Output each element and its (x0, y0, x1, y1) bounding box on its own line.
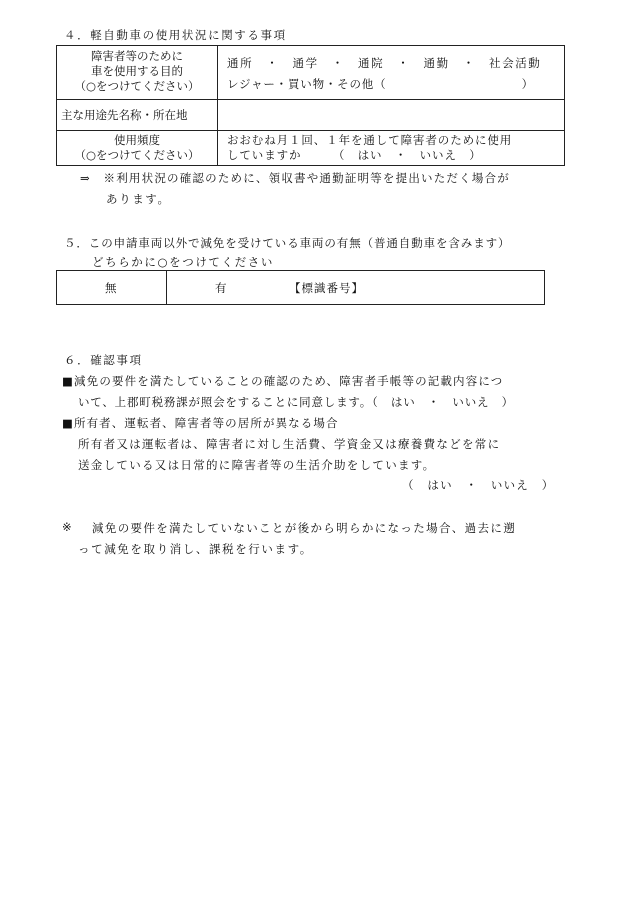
consent-line1: ■減免の要件を満たしていることの確認のため、障害者手帳等の記載内容につ (62, 374, 504, 388)
section5-heading: ５．この申請車両以外で減免を受けている車両の有無（普通自動車を含みます） (64, 236, 511, 250)
section5-instruction: どちらかに○をつけてください (92, 255, 274, 269)
plate-number-label: 【標識番号】 (289, 281, 364, 295)
footer-note-line2: って減免を取り消し、課税を行います。 (78, 542, 313, 556)
frequency-text-line1: おおむね月１回、１年を通して障害者のために使用 (227, 133, 513, 147)
footer-note-mark: ※ (62, 520, 72, 534)
purpose-options-line1[interactable]: 通所 ・ 通学 ・ 通院 ・ 通勤 ・ 社会活動 (227, 56, 542, 70)
residence-line2: 送金している又は日常的に障害者等の生活介助をしています。 (78, 458, 436, 472)
section4-heading: ４．軽自動車の使用状況に関する事項 (64, 28, 287, 42)
section6-heading: ６．確認事項 (64, 353, 143, 367)
option-yes[interactable]: 有 (215, 281, 227, 295)
consent-answer[interactable]: いて、上郡町税務課が照会をすることに同意します。（ はい ・ いいえ ） (78, 395, 514, 409)
residence-answer[interactable]: （ はい ・ いいえ ） (402, 478, 555, 492)
option-none[interactable]: 無 (105, 281, 117, 295)
location-label: 主な用途先名称・所在地 (61, 108, 188, 122)
frequency-answer[interactable]: していますか （ はい ・ いいえ ） (227, 148, 482, 162)
footer-note-line1: 減免の要件を満たしていないことが後から明らかになった場合、過去に遡 (92, 521, 517, 535)
usage-table (56, 45, 565, 166)
other-vehicle-table (56, 270, 545, 305)
residence-heading: ■所有者、運転者、障害者等の居所が異なる場合 (62, 416, 339, 430)
usage-note-cont: あります。 (106, 192, 171, 206)
purpose-options-line2[interactable]: レジャー・買い物・その他（ ） (227, 77, 534, 91)
residence-line1: 所有者又は運転者は、障害者に対し生活費、学資金又は療養費などを常に (78, 437, 501, 451)
usage-note: ⇒ ※利用状況の確認のために、領収書や通勤証明等を提出いただく場合が (80, 171, 510, 185)
purpose-label: 障害者等のために 車を使用する目的 （○をつけてください） (74, 49, 200, 93)
frequency-label: 使用頻度 （○をつけてください） (74, 133, 200, 162)
